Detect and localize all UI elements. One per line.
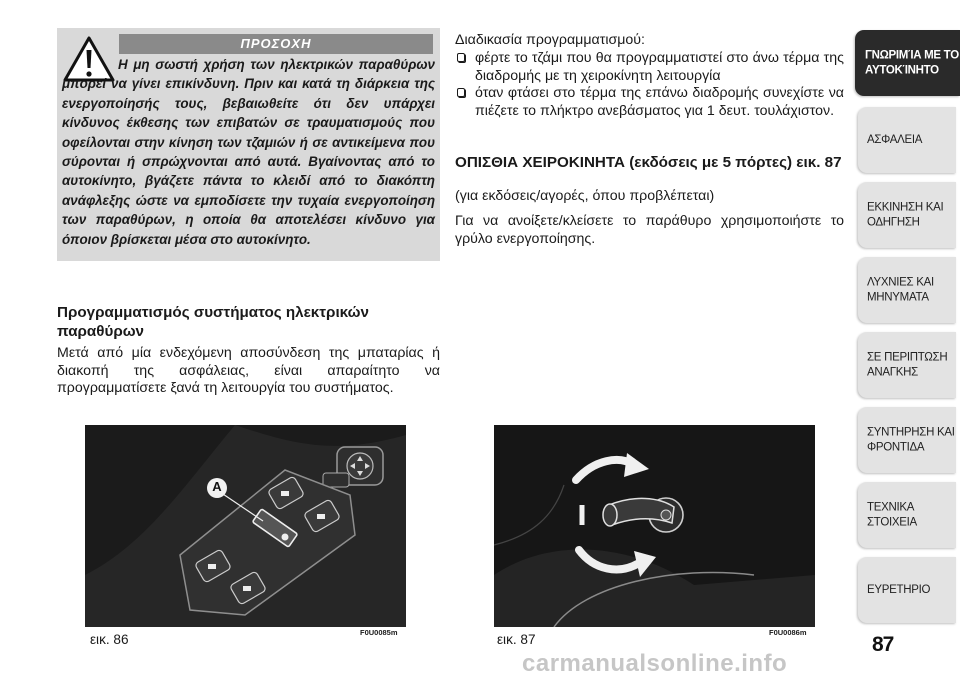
rear-windows-subtitle: (για εκδόσεις/αγορές, όπου προβλέπεται) bbox=[455, 188, 715, 204]
figure-86-image bbox=[85, 425, 406, 627]
checkbox-bullet-icon bbox=[457, 53, 465, 62]
tab-label: ΕΥΡΕΤΗΡΙΟ bbox=[867, 583, 931, 596]
programming-title: Προγραμματισμός συστήματος ηλεκτρικών παραθύρων bbox=[57, 304, 369, 340]
checkbox-bullet-icon bbox=[457, 88, 465, 97]
tab-label: ΓΝΩΡΙΜΊΑ ΜΕ ΤΟ ΑΥΤΟΚΊΝΗΤΟ bbox=[865, 49, 959, 76]
procedure-heading: Διαδικασία προγραμματισμού: bbox=[455, 32, 646, 48]
tab-label: ΣΥΝΤΗΡΗΣΗ ΚΑΙ ΦΡΟΝΤΙΔΑ bbox=[867, 426, 955, 453]
warning-heading: ΠΡΟΣΟΧΗ bbox=[119, 34, 433, 54]
tab-label: ΑΣΦΑΛΕΙΑ bbox=[867, 133, 923, 146]
rear-windows-body: Για να ανοίξετε/κλείσετε το παράθυρο χρησιμοποιήστε το γρύλο ενεργοποίησης. bbox=[455, 213, 844, 247]
tab-index[interactable] bbox=[858, 557, 956, 623]
tab-technical-data[interactable] bbox=[858, 482, 956, 548]
warning-box bbox=[57, 28, 440, 261]
callout-label-a: A bbox=[212, 479, 222, 494]
tab-starting-and-driving[interactable] bbox=[858, 182, 956, 248]
tab-label: ΣΕ ΠΕΡΙΠΤΩΣΗ ΑΝΑΓΚΗΣ bbox=[867, 351, 948, 378]
programming-body: Μετά από μία ενδεχόμενη αποσύνδεση της μπαταρίας ή διακοπή της ασφάλειας, είναι απαραίτητο να προγραμματίσετε ξανά τη λειτουργία του συστήματος. bbox=[57, 345, 440, 396]
tab-getting-to-know-car[interactable] bbox=[855, 30, 960, 96]
list-item bbox=[455, 85, 844, 120]
tab-emergency[interactable] bbox=[858, 332, 956, 398]
step-text: όταν φτάσει στο τέρμα της επάνω διαδρομής συνεχίστε να πιέζετε το πλήκτρο ανεβάσματος για 1 δευτ. τουλάχιστον. bbox=[475, 85, 844, 119]
figure-87-caption: εικ. 87 bbox=[497, 632, 536, 647]
list-item bbox=[455, 50, 844, 85]
figure-86-code: F0U0085m bbox=[360, 628, 398, 637]
tab-safety[interactable] bbox=[858, 107, 956, 173]
watermark: carmanualsonline.info bbox=[522, 650, 788, 677]
figure-86-caption: εικ. 86 bbox=[90, 632, 129, 647]
rear-windows-title: ΟΠΙΣΘΙΑ ΧΕΙΡΟΚΙΝΗΤΑ (εκδόσεις με 5 πόρτες) εικ. 87 bbox=[455, 154, 842, 171]
warning-text: Η μη σωστή χρήση των ηλεκτρικών παραθύρων μπορεί να γίνει επικίνδυνη. Πριν και κατά τη διάρκεια της ενεργοποίησής τους, βεβαιωθείτε ότι δεν υπάρχει κίνδυνος έκθεσης των επιβατών σε τραυματισμούς που οφείλονται στην κίνηση των τζαμιών ή σε αντικείμενα που σύρονται ή σπρώχνονται από αυτά. Βγαίνοντας από το αυτοκίνητο, βγάζετε πάντα το κλειδί από το διακόπτη ανάφλεξης ώστε να εμποδίσετε την τυχαία ενεργοποίηση των παραθύρων, η οποία θα αποτελέσει κίνδυνο για όποιον βρίσκεται μέσα στο αυτοκίνητο. bbox=[62, 57, 435, 247]
tab-label: ΕΚΚΙΝΗΣΗ ΚΑΙ ΟΔΗΓΗΣΗ bbox=[867, 201, 944, 228]
figure-87-code: F0U0086m bbox=[769, 628, 807, 637]
tab-label: ΤΕΧΝΙΚΑ ΣΤΟΙΧΕΙΑ bbox=[867, 501, 917, 528]
figure-87-image bbox=[494, 425, 815, 627]
procedure-steps bbox=[455, 50, 844, 120]
tab-lights-and-messages[interactable] bbox=[858, 257, 956, 323]
page-number: 87 bbox=[872, 633, 894, 656]
step-text: φέρτε το τζάμι που θα προγραμματιστεί στο άνω τέρμα της διαδρομής με τη χειροκίνητη λειτουργία bbox=[475, 50, 844, 84]
tab-maintenance-and-care[interactable] bbox=[858, 407, 956, 473]
tab-label: ΛΥΧΝΙΕΣ ΚΑΙ ΜΗΝΥΜΑΤΑ bbox=[867, 276, 934, 303]
